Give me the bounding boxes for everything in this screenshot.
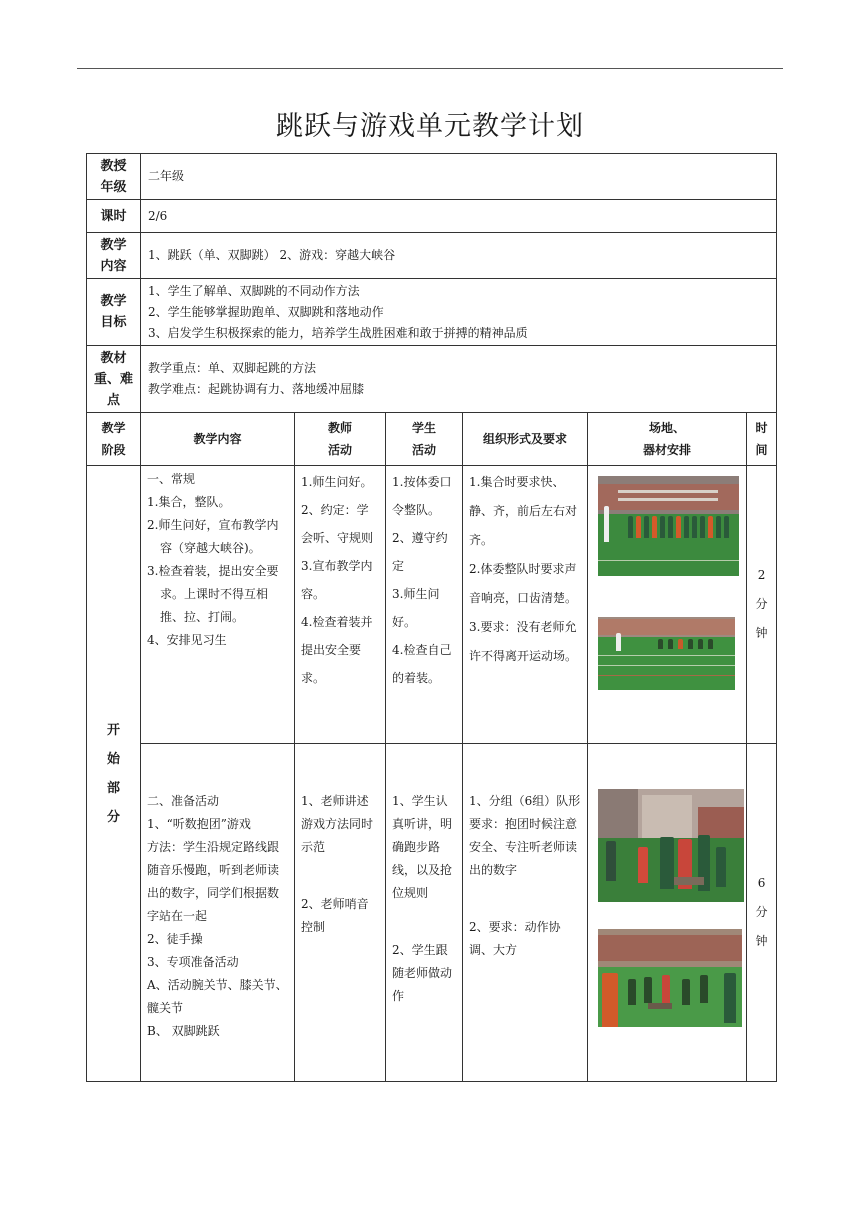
header-organization: 组织形式及要求 — [463, 413, 588, 466]
value-content: 1、跳跃（单、双脚跳） 2、游戏：穿越大峡谷 — [141, 233, 777, 279]
info-row-grade — [87, 154, 777, 200]
value-objectives: 1、学生了解单、双脚跳的不同动作方法 2、学生能够掌握助跑单、双脚跳和落地动作 3、启发学生积极探索的能力，培养学生战胜困难和敢于拼搏的精神品质 — [141, 279, 777, 346]
value-grade: 二年级 — [141, 154, 777, 200]
info-row-content — [87, 233, 777, 279]
photo-class-lineup — [598, 476, 739, 576]
header-student: 学生 活动 — [386, 413, 463, 466]
header-time: 时 间 — [747, 413, 777, 466]
stage-label-start: 开 始 部 分 — [87, 466, 141, 1082]
header-venue: 场地、 器材安排 — [588, 413, 747, 466]
value-key-points: 教学重点：单、双脚起跳的方法 教学难点：起跳协调有力、落地缓冲屈膝 — [141, 346, 777, 413]
photo-group-hug — [598, 789, 744, 902]
routine-venue — [588, 466, 747, 744]
document-title: 跳跃与游戏单元教学计划 — [276, 111, 584, 142]
photo-class-field — [598, 617, 735, 690]
warmup-time: 6 分 钟 — [747, 744, 777, 1082]
info-row-period — [87, 200, 777, 233]
routine-content: 一、常规 1.集合，整队。 2.师生问好，宣布教学内容（穿越大峡谷)。 3.检查着装，提出安全要求。上课时不得互相推、拉、打闹。 4、安排见习生 — [141, 466, 295, 744]
routine-time: 2 分 钟 — [747, 466, 777, 744]
section-warmup-row — [87, 744, 777, 1082]
warmup-organization: 1、分组（6组）队形 要求：抱团时候注意安全、专注听老师读出的数字 2、要求：动作协调、大方 — [463, 744, 588, 1082]
info-row-objectives — [87, 279, 777, 346]
value-period: 2/6 — [141, 200, 777, 233]
header-rule — [77, 68, 783, 69]
label-objectives: 教学 目标 — [87, 279, 141, 346]
section-routine-row — [87, 466, 777, 744]
column-header-row — [87, 413, 777, 466]
routine-student: 1.按体委口令整队。 2、遵守约定 3.师生问好。 4.检查自己的着装。 — [386, 466, 463, 744]
warmup-teacher: 1、老师讲述游戏方法同时示范 2、老师哨音控制 — [295, 744, 386, 1082]
photo-warmup — [598, 929, 742, 1027]
label-key-points: 教材 重、难 点 — [87, 346, 141, 413]
routine-organization: 1.集合时要求快、静、齐，前后左右对齐。 2.体委整队时要求声音响亮，口齿清楚。 3.要求：没有老师允许不得离开运动场。 — [463, 466, 588, 744]
label-grade: 教授 年级 — [87, 154, 141, 200]
label-period: 课时 — [87, 200, 141, 233]
lesson-plan-table — [86, 153, 777, 1082]
label-content: 教学 内容 — [87, 233, 141, 279]
warmup-content: 二、准备活动 1、“听数抱团”游戏 方法：学生沿规定路线跟随音乐慢跑，听到老师读出的数字，同学们根据数字站在一起 2、徒手操 3、专项准备活动 A、活动腕关节、膝关节、髋关节 B、 双脚跳跃 — [141, 744, 295, 1082]
warmup-venue — [588, 744, 747, 1082]
warmup-student: 1、学生认真听讲，明确跑步路线，以及抢位规则 2、学生跟随老师做动作 — [386, 744, 463, 1082]
routine-teacher: 1.师生问好。 2、约定：学会听、守规则 3.宣布教学内容。 4.检查着装并提出安全要求。 — [295, 466, 386, 744]
header-stage: 教学 阶段 — [87, 413, 141, 466]
header-teacher: 教师 活动 — [295, 413, 386, 466]
info-row-key-points — [87, 346, 777, 413]
header-content: 教学内容 — [141, 413, 295, 466]
